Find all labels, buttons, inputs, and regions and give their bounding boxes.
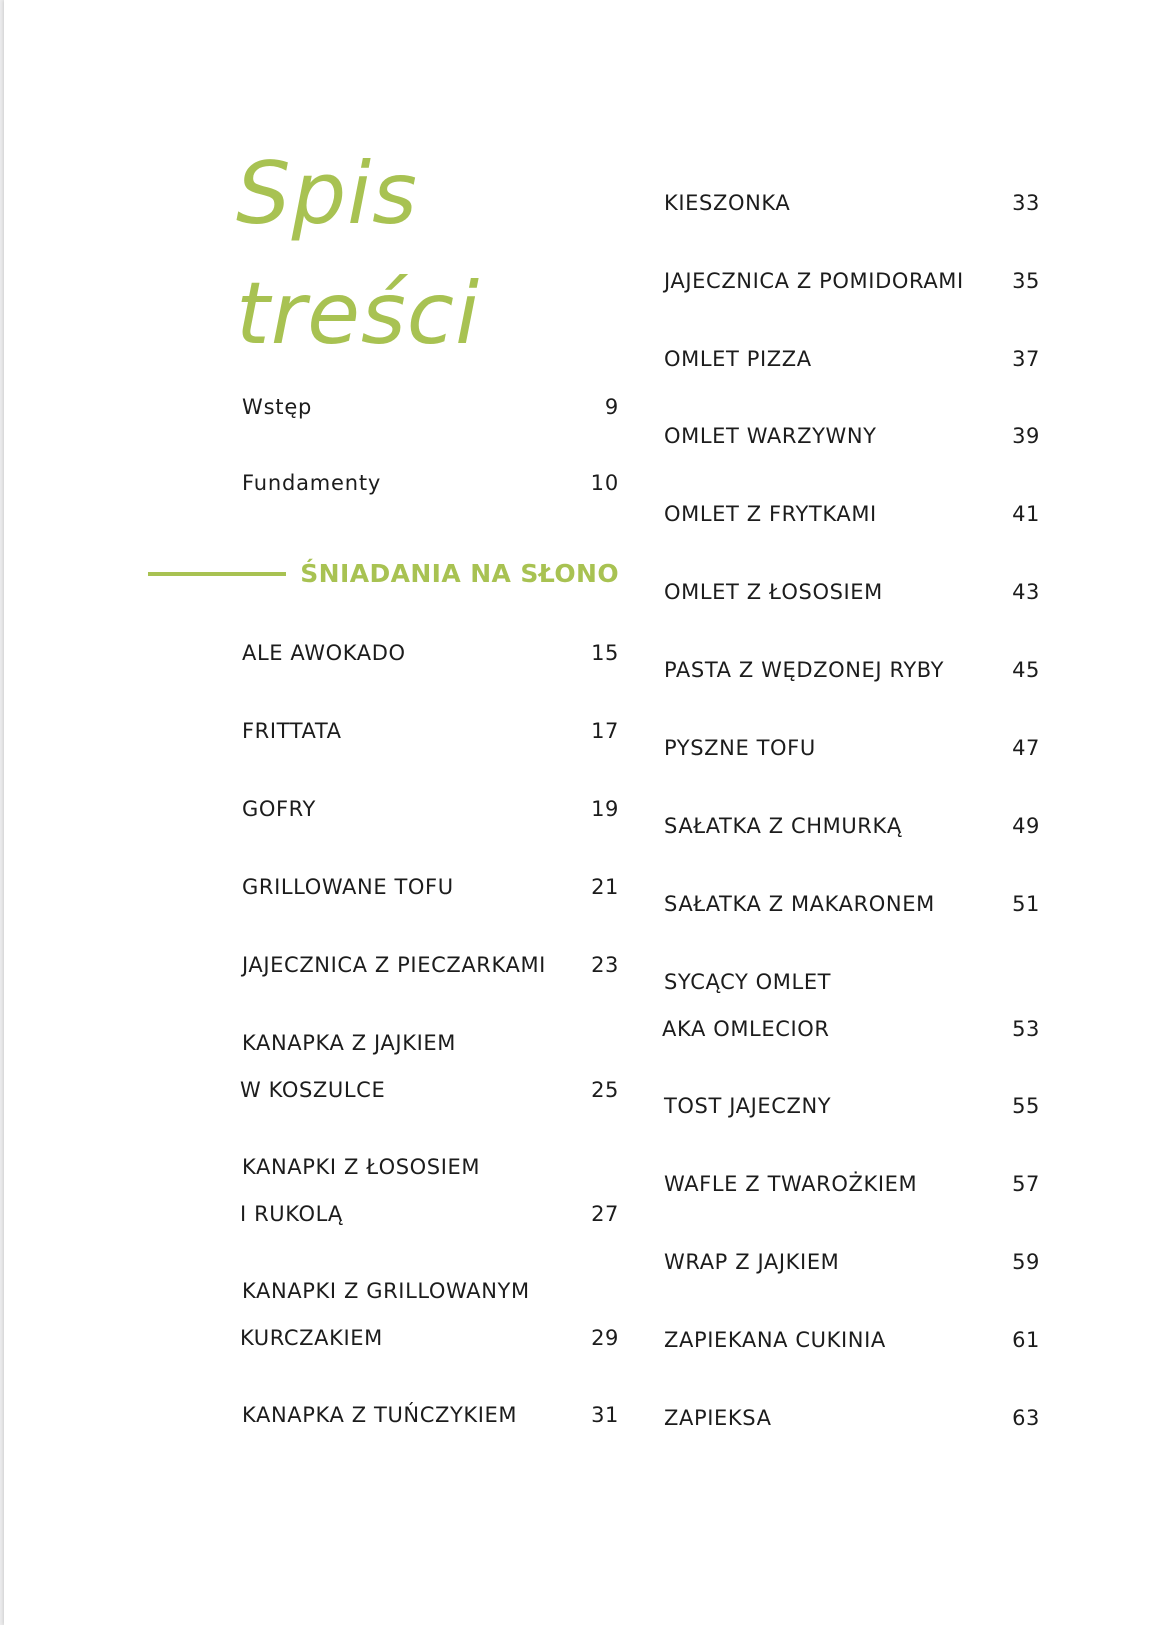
entry-page-number: 43 (1012, 580, 1040, 604)
entry-page-number: 41 (1012, 502, 1040, 526)
entry-page-number: 23 (591, 953, 619, 977)
entry-label: KANAPKA Z JAJKIEM (242, 1031, 456, 1055)
entry-page-number: 59 (1012, 1250, 1040, 1274)
toc-page (4, 0, 1154, 1625)
entry-label-line-2: I RUKOLĄ (240, 1202, 343, 1226)
section-rule (148, 572, 286, 576)
entry-label: KANAPKA Z TUŃCZYKIEM (242, 1403, 518, 1427)
toc-entry[interactable] (664, 813, 1040, 839)
entry-label: OMLET PIZZA (664, 347, 812, 371)
entry-label: KANAPKI Z ŁOSOSIEM (242, 1155, 481, 1179)
entry-label: WRAP Z JAJKIEM (664, 1250, 840, 1274)
entry-label: SAŁATKA Z MAKARONEM (664, 892, 935, 916)
entry-label-line-2: KURCZAKIEM (240, 1326, 383, 1350)
toc-entry[interactable] (664, 1249, 1040, 1275)
entry-page-number: 45 (1012, 658, 1040, 682)
page-title (236, 134, 480, 374)
entry-page-number: 15 (591, 641, 619, 665)
toc-entry[interactable] (242, 1154, 619, 1227)
section-header (148, 556, 619, 592)
entry-page-number: 63 (1012, 1406, 1040, 1430)
entry-page-number: 51 (1012, 892, 1040, 916)
entry-page-number: 21 (591, 875, 619, 899)
toc-entry[interactable] (242, 1402, 619, 1428)
entry-page-number: 61 (1012, 1328, 1040, 1352)
toc-entry-fundamenty[interactable] (242, 470, 619, 496)
entry-label: SAŁATKA Z CHMURKĄ (664, 814, 902, 838)
toc-entry[interactable] (664, 423, 1040, 449)
toc-entry[interactable] (664, 1093, 1040, 1119)
toc-entry[interactable] (664, 1405, 1040, 1431)
entry-label: TOST JAJECZNY (664, 1094, 832, 1118)
toc-entry[interactable] (664, 1171, 1040, 1197)
entry-label: WAFLE Z TWAROŻKIEM (664, 1172, 918, 1196)
toc-entry[interactable] (242, 952, 619, 978)
entry-label: Fundamenty (242, 471, 382, 495)
entry-label: PASTA Z WĘDZONEJ RYBY (664, 658, 945, 682)
entry-page-number: 57 (1012, 1172, 1040, 1196)
entry-label: JAJECZNICA Z PIECZARKAMI (242, 953, 546, 977)
toc-entry[interactable] (664, 190, 1040, 216)
entry-label: GOFRY (242, 797, 316, 821)
entry-page-number: 25 (591, 1078, 619, 1102)
entry-page-number: 27 (591, 1202, 619, 1226)
entry-label: OMLET Z FRYTKAMI (664, 502, 877, 526)
entry-page-number: 10 (590, 471, 619, 495)
toc-entry[interactable] (242, 874, 619, 900)
entry-label: ZAPIEKSA (664, 1406, 772, 1430)
entry-page-number: 33 (1012, 191, 1040, 215)
entry-page-number: 9 (604, 395, 619, 419)
entry-page-number: 49 (1012, 814, 1040, 838)
toc-entry[interactable] (242, 796, 619, 822)
entry-label: ZAPIEKANA CUKINIA (664, 1328, 886, 1352)
entry-label: OMLET WARZYWNY (664, 424, 877, 448)
title-line-1: Spis (236, 144, 418, 244)
entry-page-number: 55 (1012, 1094, 1040, 1118)
entry-page-number: 19 (591, 797, 619, 821)
toc-entry-intro[interactable] (242, 394, 619, 420)
entry-page-number: 47 (1012, 736, 1040, 760)
entry-label-line-2: W KOSZULCE (240, 1078, 386, 1102)
toc-entry[interactable] (664, 735, 1040, 761)
entry-label: KANAPKI Z GRILLOWANYM (242, 1279, 530, 1303)
entry-page-number: 29 (591, 1326, 619, 1350)
entry-page-number: 31 (591, 1403, 619, 1427)
toc-entry[interactable] (664, 657, 1040, 683)
entry-label: KIESZONKA (664, 191, 791, 215)
toc-entry[interactable] (664, 969, 1040, 1042)
toc-entry[interactable] (664, 579, 1040, 605)
title-line-2: treści (236, 264, 480, 364)
toc-entry[interactable] (664, 1327, 1040, 1353)
entry-label: Wstęp (242, 395, 313, 419)
toc-entry[interactable] (242, 640, 619, 666)
toc-entry[interactable] (664, 501, 1040, 527)
toc-entry[interactable] (664, 891, 1040, 917)
entry-page-number: 17 (591, 719, 619, 743)
entry-page-number: 37 (1012, 347, 1040, 371)
entry-page-number: 39 (1012, 424, 1040, 448)
section-heading: ŚNIADANIA NA SŁONO (300, 559, 619, 588)
toc-entry[interactable] (664, 346, 1040, 372)
entry-label-line-2: AKA OMLECIOR (662, 1017, 830, 1041)
entry-label: GRILLOWANE TOFU (242, 875, 454, 899)
entry-label: OMLET Z ŁOSOSIEM (664, 580, 883, 604)
entry-page-number: 53 (1012, 1017, 1040, 1041)
toc-entry[interactable] (664, 268, 1040, 294)
toc-entry[interactable] (242, 718, 619, 744)
entry-label: PYSZNE TOFU (664, 736, 816, 760)
entry-label: SYCĄCY OMLET (664, 970, 832, 994)
toc-entry[interactable] (242, 1278, 619, 1351)
entry-page-number: 35 (1012, 269, 1040, 293)
entry-label: ALE AWOKADO (242, 641, 406, 665)
toc-entry[interactable] (242, 1030, 619, 1103)
entry-label: FRITTATA (242, 719, 342, 743)
entry-label: JAJECZNICA Z POMIDORAMI (664, 269, 964, 293)
